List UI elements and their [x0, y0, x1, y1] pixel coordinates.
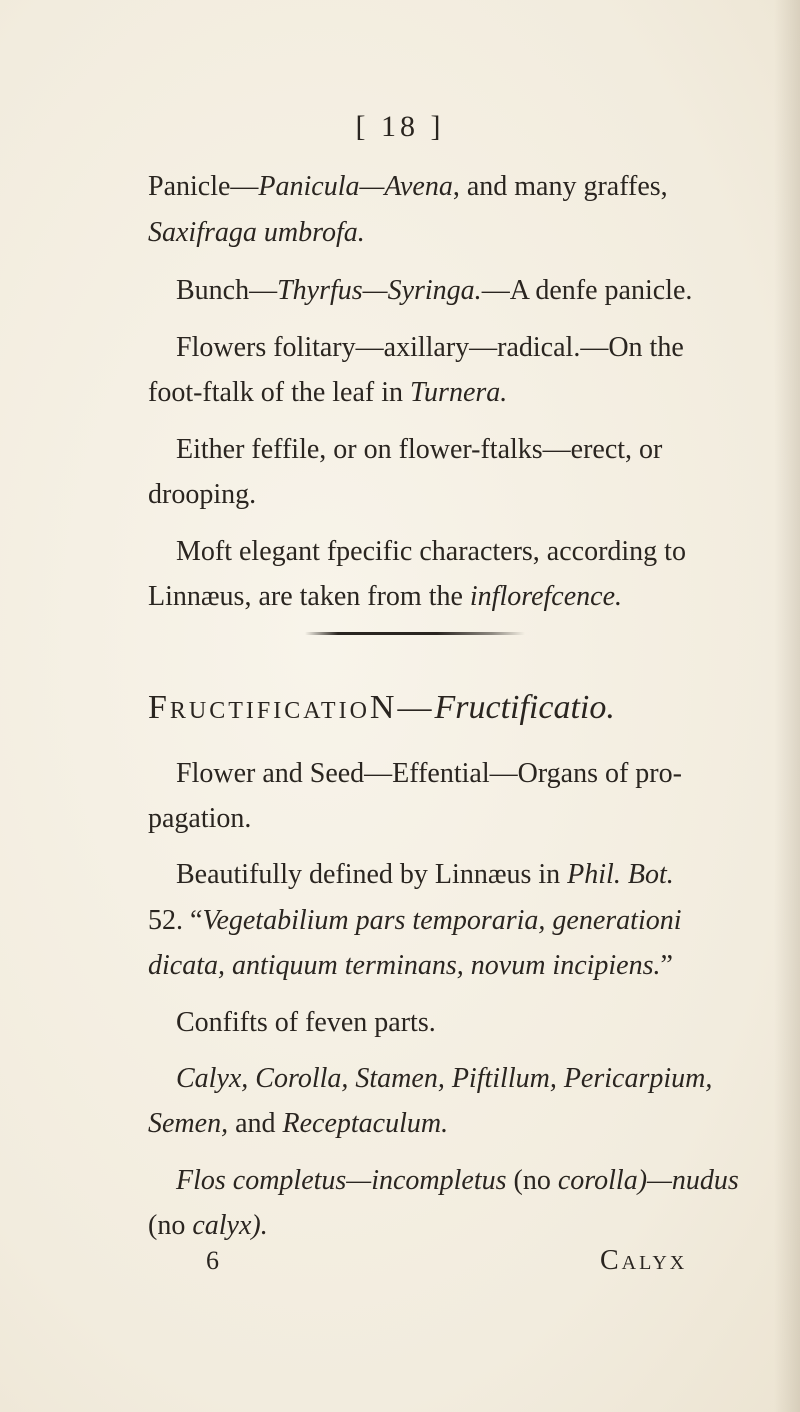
text-line: [148, 170, 668, 204]
latin-term: Thyrfus—Syringa.: [277, 275, 482, 306]
page-edge-shadow: [774, 0, 800, 1412]
text-line: Flower and Seed—Effential—Organs of pro-: [176, 758, 682, 789]
term-bunch: Bunch—: [176, 275, 278, 306]
text-run: , and many graffes,: [452, 171, 668, 202]
text-line: Saxifraga umbrofa.: [148, 217, 365, 248]
text-line: [148, 1107, 448, 1141]
latin-term: Flos completus—incompletus: [176, 1165, 507, 1196]
latin-quote: dicata, antiquum terminans, novum incipiens.: [148, 950, 661, 981]
text-run: Linnæus, are taken from the: [148, 581, 470, 612]
text-line: Flowers folitary—axillary—radical.—On the: [176, 332, 684, 363]
heading-end: N—: [369, 689, 435, 726]
text-run: foot-ftalk of the leaf in: [148, 377, 411, 408]
text-run: (no: [506, 1165, 558, 1196]
text-line: pagation.: [148, 803, 252, 834]
latin-term: inflorefcence.: [469, 581, 623, 612]
latin-term: corolla)—nudus: [557, 1165, 739, 1196]
term-panicle: Panicle—: [148, 171, 259, 202]
text-run: and: [228, 1108, 283, 1139]
text-line: Calyx, Corolla, Stamen, Piftillum, Pericarpium,: [176, 1063, 713, 1094]
text-line: [148, 1209, 268, 1243]
heading-latin: Fructificatio.: [434, 689, 615, 726]
text-line: [148, 949, 673, 983]
signature-mark: 6: [206, 1246, 219, 1275]
text-line: [176, 858, 674, 892]
text-line: [176, 1164, 739, 1198]
quote-mark: ”: [660, 950, 673, 981]
latin-term: Panicula—Avena: [258, 171, 453, 202]
citation: Phil. Bot.: [567, 859, 674, 890]
latin-term: Receptaculum.: [282, 1108, 449, 1139]
latin-term: Semen,: [148, 1108, 229, 1139]
text-line: [176, 274, 692, 308]
text-run: 52. “: [148, 905, 203, 936]
text-line: [148, 376, 507, 410]
text-line: [148, 904, 682, 938]
text-line: Moft elegant fpecific characters, according to: [176, 536, 686, 567]
text-line: Confifts of feven parts.: [176, 1007, 436, 1038]
page-number: [ 18 ]: [355, 110, 445, 143]
catchword: Calyx: [600, 1245, 688, 1276]
text-line: [148, 580, 622, 614]
text-run: Beautifully defined by Linnæus in: [176, 859, 568, 890]
text-run: —A denfe panicle.: [481, 275, 693, 306]
heading-word: Fructificatio: [148, 689, 370, 726]
latin-term: calyx).: [192, 1210, 268, 1241]
section-divider: [305, 632, 525, 635]
text-run: (no: [148, 1210, 193, 1241]
text-line: drooping.: [148, 479, 257, 510]
latin-quote: Vegetabilium pars temporaria, generationi: [202, 905, 682, 936]
latin-term: Turnera.: [410, 377, 508, 408]
section-heading: [148, 688, 615, 728]
text-line: Either feffile, or on flower-ftalks—erect, or: [176, 434, 663, 465]
